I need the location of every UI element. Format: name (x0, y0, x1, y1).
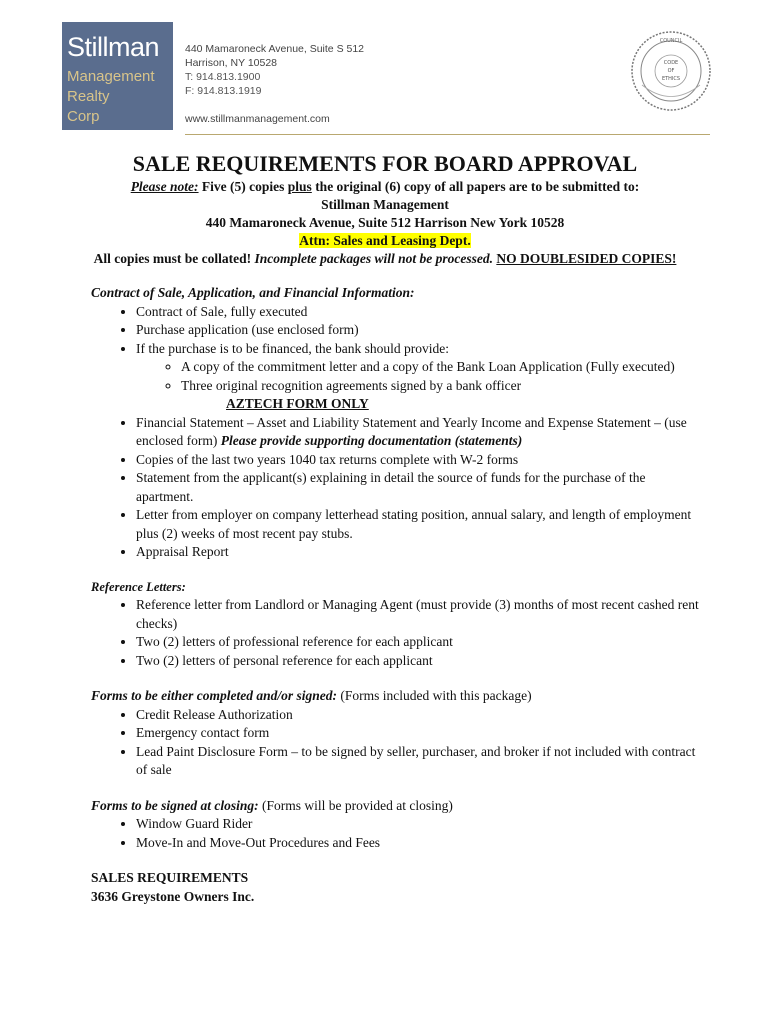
list-item: • Move-In and Move-Out Procedures and Fees (136, 834, 700, 853)
footer-company: 3636 Greystone Owners Inc. (91, 888, 255, 904)
list-item: • Emergency contact form (136, 724, 700, 743)
list-item: • Two (2) letters of professional reference for each applicant (136, 633, 700, 652)
list-item: • If the purchase is to be financed, the bank should provide: ◦ A copy of the commitment letter and a copy of the Bank Loan Application (Fully executed) ◦ Three original recognition agreements signed by a bank officer AZTECH FORM ONLY (136, 340, 700, 414)
submission-note: Please note: Five (5) copies plus the original (6) copy of all papers are to be submitted to: (130, 179, 640, 194)
company-logo (62, 22, 173, 130)
sub-list-item: ◦ Three original recognition agreements signed by a bank officer (181, 377, 700, 396)
list-item: • Contract of Sale, fully executed (136, 303, 700, 322)
website-link[interactable]: www.stillmanmanagement.com (185, 113, 330, 125)
closing-heading: Forms to be signed at closing: (Forms will be provided at closing) (91, 797, 453, 813)
list-item: • Statement from the applicant(s) explaining in detail the source of funds for the purchase of the apartment. (136, 469, 700, 506)
footer-title: SALES REQUIREMENTS (91, 870, 249, 885)
list-item: • Reference letter from Landlord or Managing Agent (must provide (3) months of most recent cashed rent checks) (136, 596, 700, 633)
closing-section (91, 797, 700, 853)
fax-line: F: 914.813.1919 (185, 85, 262, 97)
note-label: Please note: (130, 179, 199, 194)
company-name: Stillman Management (321, 197, 449, 212)
seal-text-ethics: ETHICS (661, 76, 681, 82)
page-title: SALE REQUIREMENTS FOR BOARD APPROVAL (132, 151, 638, 176)
list-item: • Purchase application (use enclosed form) (136, 321, 700, 340)
letterhead-contact (185, 42, 364, 126)
sub-list-item: ◦ A copy of the commitment letter and a copy of the Bank Loan Application (Fully executed) (181, 358, 700, 377)
contract-section (91, 284, 700, 562)
list-item: • Two (2) letters of personal reference for each applicant (136, 652, 700, 671)
logo-line-management: Management (67, 68, 155, 85)
list-item: • Lead Paint Disclosure Form – to be signed by seller, purchaser, and broker if not included with contract of sale (136, 743, 700, 780)
seal-text-top: COUNCIL (659, 38, 683, 44)
letterhead-divider (185, 134, 710, 135)
references-section (91, 578, 700, 671)
address-line-2: Harrison, NY 10528 (185, 57, 278, 69)
document-body (0, 150, 770, 906)
list-item: • Window Guard Rider (136, 815, 700, 834)
company-address: 440 Mamaroneck Avenue, Suite 512 Harrison New York 10528 (205, 215, 565, 230)
forms-heading: Forms to be either completed and/or signed: (Forms included with this package) (91, 688, 532, 703)
contract-heading: Contract of Sale, Application, and Financial Information: (91, 285, 415, 300)
aztech-note: AZTECH FORM ONLY (226, 396, 369, 411)
phone-line: T: 914.813.1900 (185, 71, 261, 83)
logo-line-corp: Corp (67, 108, 100, 125)
list-item: • Copies of the last two years 1040 tax returns complete with W-2 forms (136, 451, 700, 470)
list-item: • Appraisal Report (136, 543, 700, 562)
address-line-1: 440 Mamaroneck Avenue, Suite S 512 (185, 43, 365, 55)
seal-text-code: CODE (663, 60, 679, 66)
attn-line: Attn: Sales and Leasing Dept. (299, 233, 471, 248)
collation-warning: All copies must be collated! Incomplete packages will not be processed. NO DOUBLESIDED COPIES! (93, 251, 677, 266)
references-heading: Reference Letters: (91, 579, 186, 594)
forms-section (91, 687, 700, 780)
logo-line-realty: Realty (67, 88, 110, 105)
logo-name: Stillman (67, 32, 160, 62)
list-item: • Financial Statement – Asset and Liability Statement and Yearly Income and Expense Statement – (use enclosed form) Please provide supporting documentation (statements) (136, 414, 700, 451)
ethics-seal-icon (630, 30, 712, 112)
list-item: • Letter from employer on company letterhead stating position, annual salary, and length of employment plus (2) weeks of most recent pay stubs. (136, 506, 700, 543)
list-item: • Credit Release Authorization (136, 706, 700, 725)
seal-text-of: OF (667, 68, 675, 74)
